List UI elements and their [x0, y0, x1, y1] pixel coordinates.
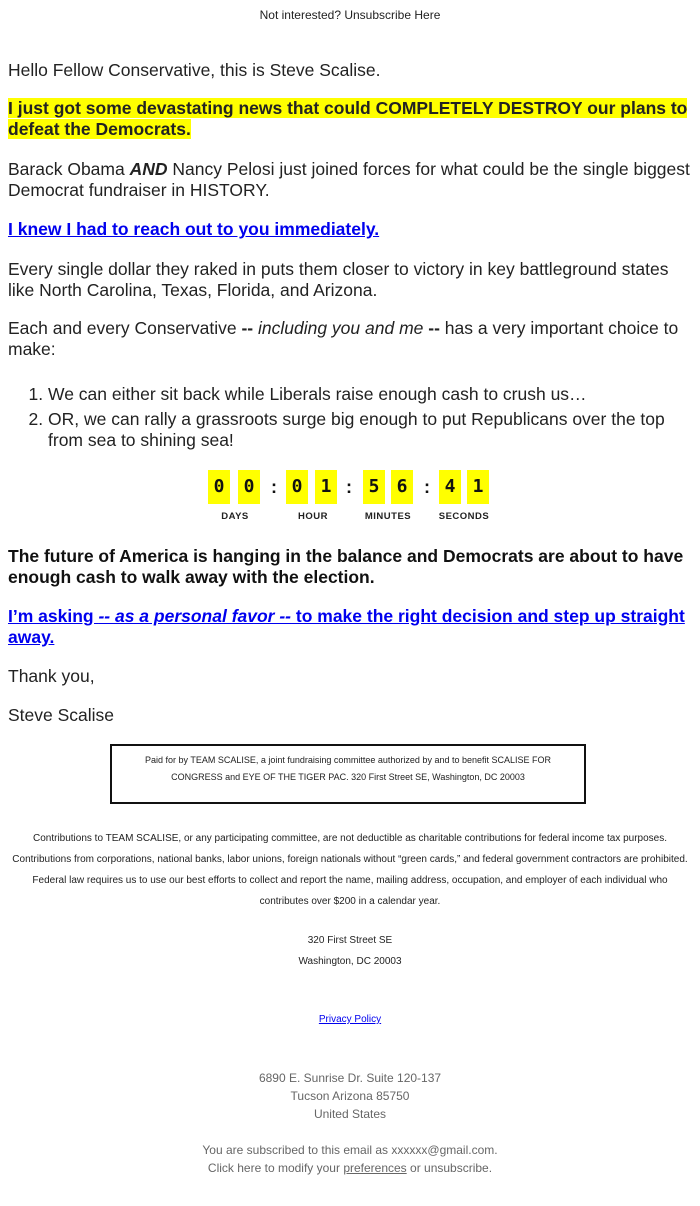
choice-dash-2: -- — [428, 318, 440, 338]
asking-paragraph — [8, 606, 692, 648]
separator: : — [346, 477, 352, 497]
seconds-label: SECONDS — [438, 511, 490, 522]
paid-for-text: Paid for by TEAM SCALISE, a joint fundraising committee authorized by and to benefit SCALISE FOR CONGRESS and EYE OF THE TIGER PAC. 320 First Street SE, Washington, DC 20003 — [144, 755, 552, 782]
privacy-section — [0, 1014, 700, 1025]
hours-label: HOUR — [298, 511, 328, 522]
mail-line-2: Tucson Arizona 85750 — [290, 1089, 410, 1103]
reach-out-paragraph — [8, 219, 379, 240]
privacy-policy-link[interactable]: Privacy Policy — [318, 1014, 382, 1025]
future-paragraph: The future of America is hanging in the balance and Democrats are about to have enough cash to walk away with the election. — [8, 546, 684, 587]
modify-text-a[interactable]: Click here to modify your — [207, 1161, 344, 1175]
mail-line-3: United States — [313, 1107, 387, 1121]
choice-dash-1: -- — [241, 318, 254, 338]
days-digit-1: 0 — [208, 470, 230, 504]
days-digit-2: 0 — [238, 470, 260, 504]
obama-paragraph — [8, 159, 692, 201]
highlight-text-b: COMPLETELY DESTROY — [375, 98, 583, 118]
seconds-digit-1: 4 — [439, 470, 461, 504]
subscription-info — [0, 1141, 700, 1177]
contribution-disclaimer: Contributions to TEAM SCALISE, or any participating committee, are not deductible as charitable contributions for federal income tax purposes. Contributions from corporations, national banks, labor unions, foreign nationals without “green cards,” and federal government contractors are prohibited. Federal law requires us to use our best efforts to collect and report the name, mailing address, occupation, and employer of each individual who contributes over $200 in a calendar year. — [12, 833, 688, 907]
reach-out-link[interactable]: I knew I had to reach out to you immediately. — [8, 219, 380, 239]
choice-italic: including you and me — [253, 318, 429, 338]
minutes-digit-2: 6 — [391, 470, 413, 504]
choice-item-2: 2. OR, we can rally a grassroots surge big enough to put Republicans over the top from sea to shining sea! — [48, 409, 692, 451]
separator: : — [271, 477, 277, 497]
asking-text-a[interactable]: I’m asking — [8, 606, 99, 626]
choice-paragraph — [8, 318, 692, 360]
obama-and: AND — [129, 159, 168, 179]
obama-text-b: Nancy Pelosi just joined forces for what could be the single biggest Democrat fundraiser in HISTORY. — [8, 159, 690, 200]
signature: Steve Scalise — [8, 705, 115, 725]
minutes-digit-1: 5 — [363, 470, 385, 504]
seconds-digit-2: 1 — [467, 470, 489, 504]
unsubscribe-link[interactable]: Not interested? Unsubscribe Here — [259, 8, 441, 22]
minutes-label: MINUTES — [364, 511, 412, 522]
obama-text-a: Barack Obama — [8, 159, 130, 179]
committee-address — [0, 930, 700, 972]
modify-text-b[interactable]: or unsubscribe. — [406, 1161, 493, 1175]
asking-text-b[interactable]: to make the right decision and step up straight away. — [8, 606, 685, 647]
choice-text-a: Each and every Conservative — [8, 318, 242, 338]
separator: : — [424, 477, 430, 497]
paid-for-box — [110, 744, 586, 804]
highlight-text-a: I just got some devastating news that could — [8, 98, 376, 118]
highlight-text-c: our plans to defeat the Democrats. — [8, 98, 688, 139]
dollar-paragraph: Every single dollar they raked in puts them closer to victory in key battleground states like North Carolina, Texas, Florida, and Arizona. — [8, 259, 669, 300]
mail-line-1: 6890 E. Sunrise Dr. Suite 120-137 — [258, 1071, 442, 1085]
preferences-link[interactable]: preferences — [343, 1161, 407, 1175]
days-label: DAYS — [221, 511, 249, 522]
address-line-2: Washington, DC 20003 — [298, 956, 402, 967]
highlight-paragraph — [8, 98, 692, 140]
asking-italic[interactable]: -- as a personal favor -- — [98, 606, 292, 626]
thanks: Thank you, — [8, 666, 95, 686]
subscribed-line: You are subscribed to this email as xxxxxx@gmail.com. — [202, 1143, 498, 1157]
choice-list — [8, 384, 692, 455]
choice-item-1: 1. We can either sit back while Liberals raise enough cash to crush us… — [48, 384, 692, 405]
hours-digit-1: 0 — [286, 470, 308, 504]
greeting: Hello Fellow Conservative, this is Steve Scalise. — [8, 60, 381, 80]
mailing-address — [0, 1069, 700, 1123]
choice-text-b: has a very important choice to make: — [8, 318, 679, 359]
address-line-1: 320 First Street SE — [307, 935, 393, 946]
modify-line — [0, 1159, 700, 1177]
hours-digit-2: 1 — [315, 470, 337, 504]
asking-link[interactable] — [8, 606, 685, 647]
